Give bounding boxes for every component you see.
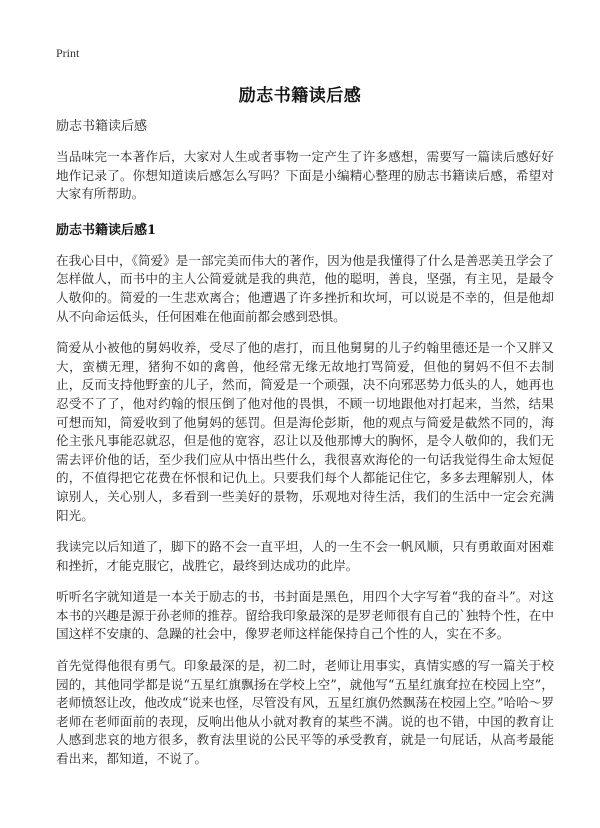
body-paragraph: 我读完以后知道了，脚下的路不会一直平坦，人的一生不会一帆风顺，只有勇敢面对困难和挫折，才能克服它，战胜它，最终到达成功的此岸。 <box>56 539 554 573</box>
print-link[interactable]: Print <box>56 46 80 60</box>
intro-paragraph: 当品味完一本著作后，大家对人生或者事物一定产生了许多感想，需要写一篇读后感好好地作记录了。你想知道读后感怎么写吗？下面是小编精心整理的励志书籍读后感，希望对大家有所帮助。 <box>56 149 554 202</box>
body-paragraph: 在我心目中，《简爱》是一部完美而伟大的著作，因为他是我懂得了什么是善恶美丑学会了怎样做人，而书中的主人公简爱就是我的典范，他的聪明，善良，坚强，有主见，是最令人敬仰的。简爱的一生悲欢离合；他遭遇了许多挫折和坎坷，可以说是不幸的，但是他却从不向命运低头，任何困难在他面前都会感到恐惧。 <box>56 252 554 324</box>
article-body <box>56 118 554 782</box>
article-subtitle: 励志书籍读后感 <box>56 119 148 134</box>
body-paragraph: 首先觉得他很有勇气。印象最深的是，初二时，老师让用事实，真情实感的写一篇关于校园的，其他同学都是说“五星红旗飘扬在学校上空”，就他写“五星红旗耷拉在校园上空”，老师愤怒让改，他改成“说来也怪，尽管没有风，五星红旗仍然飘荡在校园上空。”哈哈～罗老师在老师面前的表现，反响出他从小就对教育的某些不满。说的也不错，中国的教育让人感到悲哀的地方很多，教育法里说的公民平等的承受教育，就是一句屁话，从高考最能看出来，都知道，不说了。 <box>56 658 554 767</box>
body-paragraph: 简爱从小被他的舅妈收养，受尽了他的虐打，而且他舅舅的儿子约翰里德还是一个又胖又大，蛮横无理，猪狗不如的禽兽，他经常无缘无故地打骂简爱，但他的舅妈不但不去制止，反而支持他野蛮的儿子，然而，简爱是一个顽强，决不向邪恶势力低头的人，她再也忍受不了了，他对约翰的恨压倒了他对他的畏惧，不顾一切地跟他对打起来，当然，结果可想而知，简爱收到了他舅妈的惩罚。但是海伦彭斯，他的观点与简爱是截然不同的，海伦主张凡事能忍就忍，但是他的宽容，忍让以及他那博大的胸怀，是令人敬仰的，我们无需去评价他的话，至少我们应从中悟出些什么，我很喜欢海伦的一句话我觉得生命太短促的，不值得把它花费在怀恨和记仇上。只要我们每个人都能记住它，多多去理解别人，体谅别人，关心别人，多看到一些美好的景物，乐观地对待生活，我们的生活中一定会充满阳光。 <box>56 340 554 523</box>
body-paragraph: 听听名字就知道是一本关于励志的书，书封面是黑色，用四个大字写着“我的奋斗”。对这本书的兴趣是源于孙老师的推荐。留给我印象最深的是罗老师很有自己的`独特个性，在中国这样不安康的、急躁的社会中，像罗老师这样能保持自己个性的人，实在不多。 <box>56 589 554 642</box>
page-title: 励志书籍读后感 <box>238 86 362 106</box>
section-heading: 励志书籍读后感1 <box>56 222 157 238</box>
